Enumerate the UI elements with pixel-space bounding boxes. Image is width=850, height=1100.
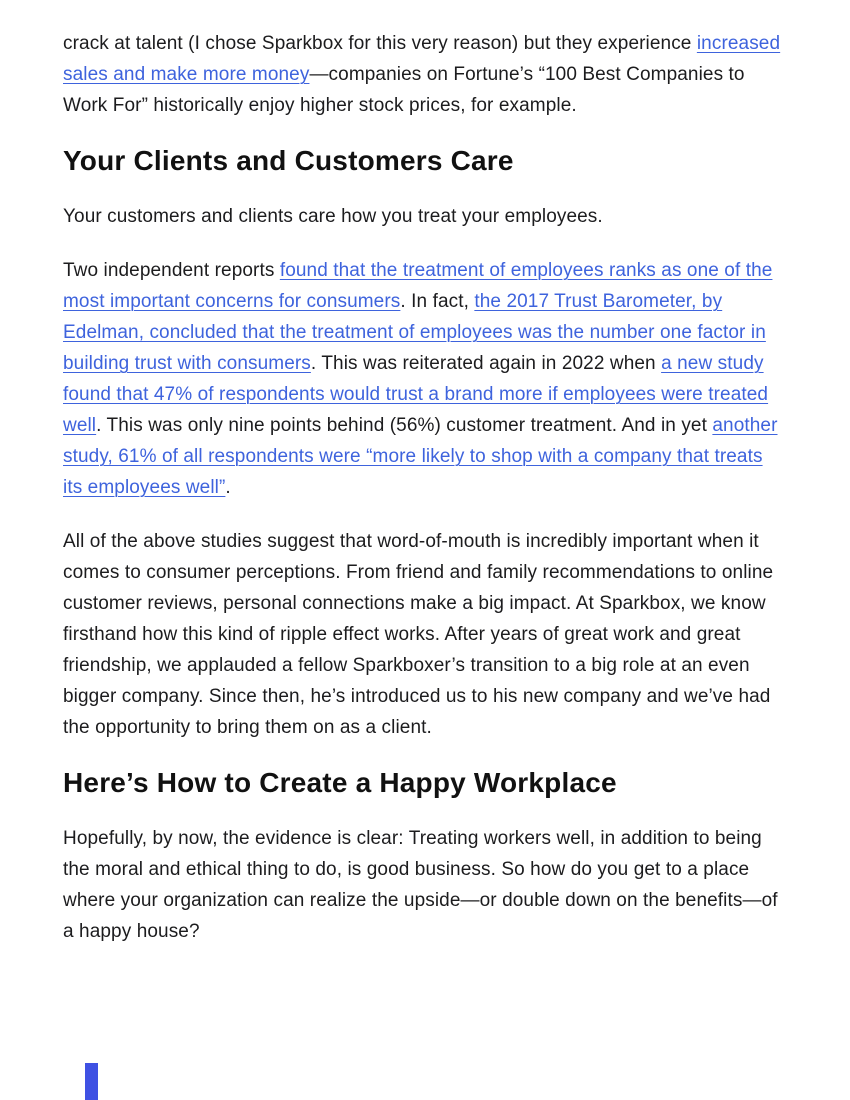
text-run: . bbox=[225, 477, 231, 498]
text-run: . This was only nine points behind (56%) customer treatment. And in yet bbox=[96, 415, 713, 436]
inline-link[interactable]: increased sales and make more money bbox=[63, 33, 781, 85]
inline-link[interactable]: another study, 61% of all respondents were “more likely to shop with a company that treats its employees well” bbox=[63, 415, 778, 498]
paragraph bbox=[63, 255, 787, 503]
text-run: Two independent reports bbox=[63, 260, 280, 281]
paragraph bbox=[63, 201, 787, 232]
paragraph bbox=[63, 28, 787, 121]
text-run: —companies on Fortune’s “100 Best Companies to Work For” historically enjoy higher stock prices, for example. bbox=[63, 64, 745, 116]
paragraph bbox=[63, 526, 787, 743]
text-run: . In fact, bbox=[400, 291, 475, 312]
inline-link[interactable]: a new study found that 47% of respondents would trust a brand more if employees were treated well bbox=[63, 353, 769, 436]
text-run: crack at talent (I chose Sparkbox for this very reason) but they experience bbox=[63, 33, 697, 54]
inline-link[interactable]: the 2017 Trust Barometer, by Edelman, concluded that the treatment of employees was the number one factor in building trust with consumers bbox=[63, 291, 766, 374]
inline-link[interactable]: found that the treatment of employees ranks as one of the most important concerns for consumers bbox=[63, 260, 773, 312]
text-run: Your customers and clients care how you treat your employees. bbox=[63, 206, 603, 227]
section-heading: Your Clients and Customers Care bbox=[63, 145, 514, 176]
section-heading: Here’s How to Create a Happy Workplace bbox=[63, 767, 617, 798]
article-content bbox=[63, 0, 787, 947]
text-run: . This was reiterated again in 2022 when bbox=[310, 353, 662, 374]
paragraph bbox=[63, 823, 787, 947]
partial-embed-accent-bar bbox=[85, 1063, 98, 1100]
text-run: All of the above studies suggest that word-of-mouth is incredibly important when it comes to consumer perceptions. From friend and family recommendations to online customer reviews, personal connections make a big impact. At Sparkbox, we know firsthand how this kind of ripple effect works. After years of great work and great friendship, we applauded a fellow Sparkboxer’s transition to a big role at an even bigger company. Since then, he’s introduced us to his new company and we’ve had the opportunity to bring them on as a client. bbox=[63, 531, 774, 738]
text-run: Hopefully, by now, the evidence is clear: Treating workers well, in addition to being the moral and ethical thing to do, is good business. So how do you get to a place where your organization can realize the upside—or double down on the benefits—of a happy house? bbox=[63, 828, 778, 942]
